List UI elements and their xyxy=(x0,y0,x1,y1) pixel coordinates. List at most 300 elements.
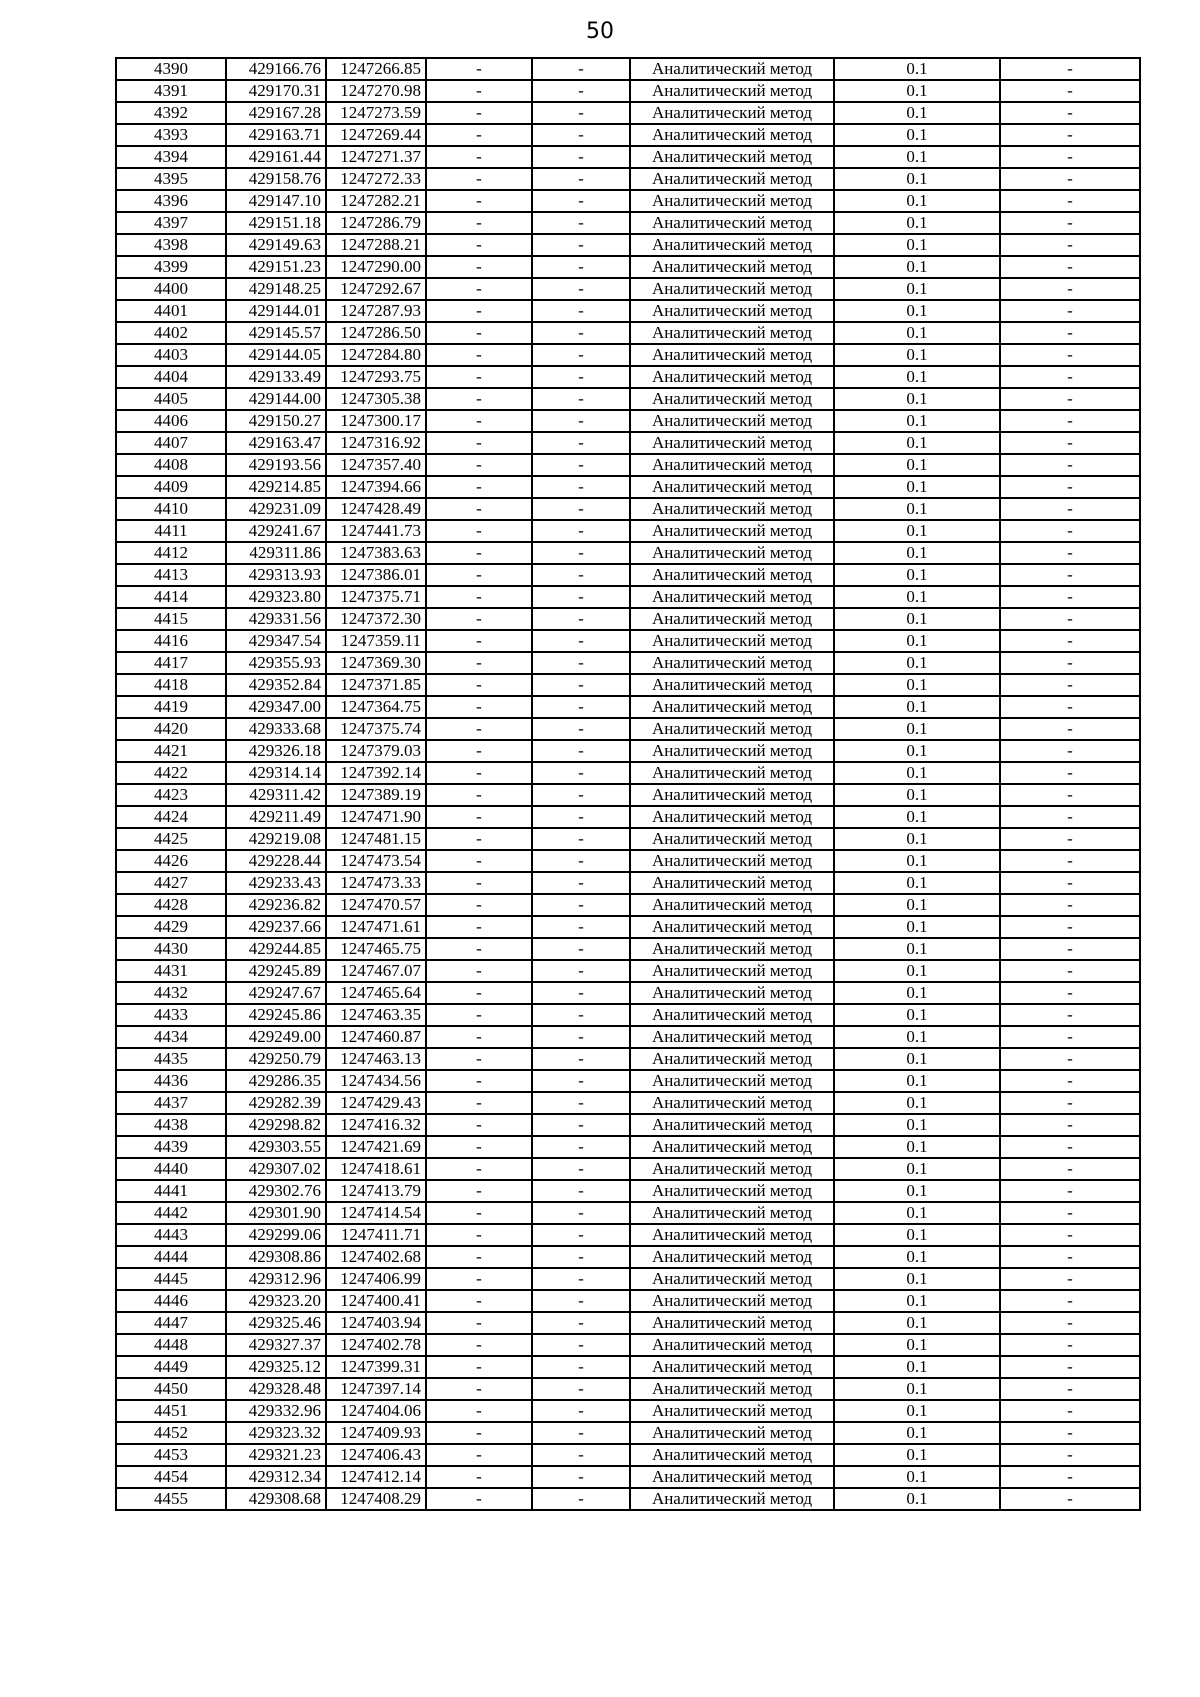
accuracy-cell: 0.1 xyxy=(834,212,1000,234)
empty-cell-1: - xyxy=(426,696,532,718)
empty-cell-3: - xyxy=(1000,1004,1140,1026)
accuracy-cell: 0.1 xyxy=(834,124,1000,146)
table-row xyxy=(116,1136,1140,1158)
accuracy-cell: 0.1 xyxy=(834,960,1000,982)
method-cell: Аналитический метод xyxy=(630,278,834,300)
y-coordinate-cell: 1247371.85 xyxy=(326,674,426,696)
x-coordinate-cell: 429301.90 xyxy=(226,1202,326,1224)
table-row xyxy=(116,454,1140,476)
method-cell: Аналитический метод xyxy=(630,608,834,630)
table-row xyxy=(116,740,1140,762)
empty-cell-3: - xyxy=(1000,1312,1140,1334)
empty-cell-2: - xyxy=(532,1422,630,1444)
empty-cell-1: - xyxy=(426,1224,532,1246)
y-coordinate-cell: 1247411.71 xyxy=(326,1224,426,1246)
empty-cell-3: - xyxy=(1000,1202,1140,1224)
table-row xyxy=(116,1048,1140,1070)
empty-cell-1: - xyxy=(426,432,532,454)
accuracy-cell: 0.1 xyxy=(834,1158,1000,1180)
empty-cell-3: - xyxy=(1000,740,1140,762)
point-number-cell: 4442 xyxy=(116,1202,226,1224)
empty-cell-1: - xyxy=(426,1180,532,1202)
empty-cell-2: - xyxy=(532,806,630,828)
empty-cell-3: - xyxy=(1000,344,1140,366)
method-cell: Аналитический метод xyxy=(630,256,834,278)
accuracy-cell: 0.1 xyxy=(834,1312,1000,1334)
empty-cell-2: - xyxy=(532,102,630,124)
table-row xyxy=(116,234,1140,256)
y-coordinate-cell: 1247465.75 xyxy=(326,938,426,960)
empty-cell-3: - xyxy=(1000,850,1140,872)
accuracy-cell: 0.1 xyxy=(834,454,1000,476)
method-cell: Аналитический метод xyxy=(630,1290,834,1312)
accuracy-cell: 0.1 xyxy=(834,1290,1000,1312)
point-number-cell: 4420 xyxy=(116,718,226,740)
empty-cell-2: - xyxy=(532,476,630,498)
table-row xyxy=(116,872,1140,894)
table-row xyxy=(116,278,1140,300)
y-coordinate-cell: 1247292.67 xyxy=(326,278,426,300)
empty-cell-2: - xyxy=(532,1048,630,1070)
y-coordinate-cell: 1247270.98 xyxy=(326,80,426,102)
empty-cell-3: - xyxy=(1000,454,1140,476)
empty-cell-1: - xyxy=(426,1070,532,1092)
x-coordinate-cell: 429163.47 xyxy=(226,432,326,454)
method-cell: Аналитический метод xyxy=(630,322,834,344)
table-row xyxy=(116,1268,1140,1290)
empty-cell-2: - xyxy=(532,190,630,212)
empty-cell-3: - xyxy=(1000,1048,1140,1070)
method-cell: Аналитический метод xyxy=(630,1356,834,1378)
method-cell: Аналитический метод xyxy=(630,1048,834,1070)
table-row xyxy=(116,1488,1140,1510)
method-cell: Аналитический метод xyxy=(630,520,834,542)
empty-cell-1: - xyxy=(426,366,532,388)
empty-cell-1: - xyxy=(426,212,532,234)
table-row xyxy=(116,586,1140,608)
y-coordinate-cell: 1247428.49 xyxy=(326,498,426,520)
empty-cell-2: - xyxy=(532,894,630,916)
x-coordinate-cell: 429166.76 xyxy=(226,58,326,80)
empty-cell-2: - xyxy=(532,520,630,542)
empty-cell-1: - xyxy=(426,344,532,366)
point-number-cell: 4454 xyxy=(116,1466,226,1488)
point-number-cell: 4413 xyxy=(116,564,226,586)
empty-cell-3: - xyxy=(1000,938,1140,960)
y-coordinate-cell: 1247414.54 xyxy=(326,1202,426,1224)
empty-cell-1: - xyxy=(426,278,532,300)
accuracy-cell: 0.1 xyxy=(834,432,1000,454)
accuracy-cell: 0.1 xyxy=(834,1246,1000,1268)
table-row xyxy=(116,608,1140,630)
empty-cell-3: - xyxy=(1000,828,1140,850)
accuracy-cell: 0.1 xyxy=(834,1400,1000,1422)
table-row xyxy=(116,982,1140,1004)
y-coordinate-cell: 1247416.32 xyxy=(326,1114,426,1136)
empty-cell-1: - xyxy=(426,1400,532,1422)
method-cell: Аналитический метод xyxy=(630,586,834,608)
y-coordinate-cell: 1247284.80 xyxy=(326,344,426,366)
accuracy-cell: 0.1 xyxy=(834,828,1000,850)
empty-cell-3: - xyxy=(1000,124,1140,146)
empty-cell-2: - xyxy=(532,322,630,344)
empty-cell-1: - xyxy=(426,1312,532,1334)
method-cell: Аналитический метод xyxy=(630,872,834,894)
point-number-cell: 4428 xyxy=(116,894,226,916)
y-coordinate-cell: 1247375.71 xyxy=(326,586,426,608)
table-row xyxy=(116,960,1140,982)
x-coordinate-cell: 429325.12 xyxy=(226,1356,326,1378)
empty-cell-2: - xyxy=(532,1026,630,1048)
empty-cell-1: - xyxy=(426,1026,532,1048)
y-coordinate-cell: 1247403.94 xyxy=(326,1312,426,1334)
accuracy-cell: 0.1 xyxy=(834,1488,1000,1510)
empty-cell-3: - xyxy=(1000,1400,1140,1422)
accuracy-cell: 0.1 xyxy=(834,1356,1000,1378)
empty-cell-1: - xyxy=(426,542,532,564)
table-row xyxy=(116,168,1140,190)
accuracy-cell: 0.1 xyxy=(834,1202,1000,1224)
accuracy-cell: 0.1 xyxy=(834,1268,1000,1290)
table-row xyxy=(116,542,1140,564)
empty-cell-2: - xyxy=(532,938,630,960)
method-cell: Аналитический метод xyxy=(630,366,834,388)
empty-cell-3: - xyxy=(1000,1092,1140,1114)
empty-cell-3: - xyxy=(1000,388,1140,410)
empty-cell-1: - xyxy=(426,828,532,850)
y-coordinate-cell: 1247460.87 xyxy=(326,1026,426,1048)
empty-cell-3: - xyxy=(1000,542,1140,564)
accuracy-cell: 0.1 xyxy=(834,696,1000,718)
point-number-cell: 4409 xyxy=(116,476,226,498)
method-cell: Аналитический метод xyxy=(630,190,834,212)
y-coordinate-cell: 1247418.61 xyxy=(326,1158,426,1180)
accuracy-cell: 0.1 xyxy=(834,58,1000,80)
empty-cell-3: - xyxy=(1000,1378,1140,1400)
x-coordinate-cell: 429326.18 xyxy=(226,740,326,762)
empty-cell-3: - xyxy=(1000,1334,1140,1356)
method-cell: Аналитический метод xyxy=(630,432,834,454)
accuracy-cell: 0.1 xyxy=(834,1422,1000,1444)
empty-cell-3: - xyxy=(1000,1224,1140,1246)
point-number-cell: 4398 xyxy=(116,234,226,256)
method-cell: Аналитический метод xyxy=(630,454,834,476)
table-row xyxy=(116,806,1140,828)
empty-cell-2: - xyxy=(532,718,630,740)
table-row xyxy=(116,1114,1140,1136)
x-coordinate-cell: 429219.08 xyxy=(226,828,326,850)
empty-cell-1: - xyxy=(426,1268,532,1290)
x-coordinate-cell: 429158.76 xyxy=(226,168,326,190)
empty-cell-2: - xyxy=(532,696,630,718)
table-row xyxy=(116,498,1140,520)
empty-cell-3: - xyxy=(1000,1070,1140,1092)
y-coordinate-cell: 1247463.35 xyxy=(326,1004,426,1026)
empty-cell-1: - xyxy=(426,608,532,630)
y-coordinate-cell: 1247413.79 xyxy=(326,1180,426,1202)
table-row xyxy=(116,476,1140,498)
empty-cell-3: - xyxy=(1000,784,1140,806)
table-row xyxy=(116,1356,1140,1378)
x-coordinate-cell: 429347.00 xyxy=(226,696,326,718)
method-cell: Аналитический метод xyxy=(630,630,834,652)
accuracy-cell: 0.1 xyxy=(834,168,1000,190)
point-number-cell: 4429 xyxy=(116,916,226,938)
empty-cell-3: - xyxy=(1000,630,1140,652)
empty-cell-1: - xyxy=(426,740,532,762)
table-row xyxy=(116,410,1140,432)
empty-cell-3: - xyxy=(1000,80,1140,102)
y-coordinate-cell: 1247364.75 xyxy=(326,696,426,718)
method-cell: Аналитический метод xyxy=(630,58,834,80)
empty-cell-3: - xyxy=(1000,476,1140,498)
method-cell: Аналитический метод xyxy=(630,344,834,366)
y-coordinate-cell: 1247386.01 xyxy=(326,564,426,586)
empty-cell-1: - xyxy=(426,718,532,740)
empty-cell-3: - xyxy=(1000,300,1140,322)
x-coordinate-cell: 429352.84 xyxy=(226,674,326,696)
empty-cell-2: - xyxy=(532,652,630,674)
method-cell: Аналитический метод xyxy=(630,212,834,234)
accuracy-cell: 0.1 xyxy=(834,1004,1000,1026)
empty-cell-3: - xyxy=(1000,1180,1140,1202)
empty-cell-3: - xyxy=(1000,894,1140,916)
method-cell: Аналитический метод xyxy=(630,652,834,674)
accuracy-cell: 0.1 xyxy=(834,982,1000,1004)
empty-cell-2: - xyxy=(532,916,630,938)
accuracy-cell: 0.1 xyxy=(834,608,1000,630)
x-coordinate-cell: 429323.80 xyxy=(226,586,326,608)
y-coordinate-cell: 1247399.31 xyxy=(326,1356,426,1378)
y-coordinate-cell: 1247372.30 xyxy=(326,608,426,630)
empty-cell-3: - xyxy=(1000,366,1140,388)
empty-cell-3: - xyxy=(1000,102,1140,124)
accuracy-cell: 0.1 xyxy=(834,850,1000,872)
x-coordinate-cell: 429302.76 xyxy=(226,1180,326,1202)
accuracy-cell: 0.1 xyxy=(834,674,1000,696)
table-row xyxy=(116,366,1140,388)
empty-cell-1: - xyxy=(426,1202,532,1224)
empty-cell-1: - xyxy=(426,146,532,168)
x-coordinate-cell: 429211.49 xyxy=(226,806,326,828)
empty-cell-1: - xyxy=(426,498,532,520)
table-row xyxy=(116,1312,1140,1334)
y-coordinate-cell: 1247471.61 xyxy=(326,916,426,938)
empty-cell-1: - xyxy=(426,652,532,674)
point-number-cell: 4451 xyxy=(116,1400,226,1422)
table-row xyxy=(116,520,1140,542)
table-row xyxy=(116,344,1140,366)
method-cell: Аналитический метод xyxy=(630,1070,834,1092)
empty-cell-1: - xyxy=(426,1444,532,1466)
empty-cell-1: - xyxy=(426,454,532,476)
empty-cell-2: - xyxy=(532,762,630,784)
empty-cell-2: - xyxy=(532,1114,630,1136)
empty-cell-2: - xyxy=(532,1356,630,1378)
method-cell: Аналитический метод xyxy=(630,784,834,806)
method-cell: Аналитический метод xyxy=(630,102,834,124)
empty-cell-1: - xyxy=(426,762,532,784)
empty-cell-3: - xyxy=(1000,1488,1140,1510)
x-coordinate-cell: 429149.63 xyxy=(226,234,326,256)
empty-cell-2: - xyxy=(532,784,630,806)
x-coordinate-cell: 429323.32 xyxy=(226,1422,326,1444)
empty-cell-1: - xyxy=(426,1136,532,1158)
empty-cell-2: - xyxy=(532,1488,630,1510)
accuracy-cell: 0.1 xyxy=(834,894,1000,916)
x-coordinate-cell: 429237.66 xyxy=(226,916,326,938)
accuracy-cell: 0.1 xyxy=(834,476,1000,498)
x-coordinate-cell: 429170.31 xyxy=(226,80,326,102)
empty-cell-3: - xyxy=(1000,1268,1140,1290)
point-number-cell: 4427 xyxy=(116,872,226,894)
method-cell: Аналитический метод xyxy=(630,938,834,960)
point-number-cell: 4399 xyxy=(116,256,226,278)
method-cell: Аналитический метод xyxy=(630,1444,834,1466)
method-cell: Аналитический метод xyxy=(630,1136,834,1158)
y-coordinate-cell: 1247471.90 xyxy=(326,806,426,828)
y-coordinate-cell: 1247473.33 xyxy=(326,872,426,894)
point-number-cell: 4396 xyxy=(116,190,226,212)
y-coordinate-cell: 1247441.73 xyxy=(326,520,426,542)
empty-cell-2: - xyxy=(532,366,630,388)
empty-cell-3: - xyxy=(1000,718,1140,740)
empty-cell-3: - xyxy=(1000,608,1140,630)
empty-cell-1: - xyxy=(426,256,532,278)
point-number-cell: 4436 xyxy=(116,1070,226,1092)
x-coordinate-cell: 429249.00 xyxy=(226,1026,326,1048)
empty-cell-2: - xyxy=(532,1070,630,1092)
empty-cell-2: - xyxy=(532,1202,630,1224)
point-number-cell: 4439 xyxy=(116,1136,226,1158)
empty-cell-3: - xyxy=(1000,1246,1140,1268)
point-number-cell: 4448 xyxy=(116,1334,226,1356)
point-number-cell: 4397 xyxy=(116,212,226,234)
x-coordinate-cell: 429308.86 xyxy=(226,1246,326,1268)
empty-cell-1: - xyxy=(426,410,532,432)
empty-cell-2: - xyxy=(532,1136,630,1158)
accuracy-cell: 0.1 xyxy=(834,80,1000,102)
point-number-cell: 4394 xyxy=(116,146,226,168)
x-coordinate-cell: 429144.05 xyxy=(226,344,326,366)
method-cell: Аналитический метод xyxy=(630,1224,834,1246)
point-number-cell: 4434 xyxy=(116,1026,226,1048)
empty-cell-2: - xyxy=(532,608,630,630)
empty-cell-1: - xyxy=(426,476,532,498)
empty-cell-1: - xyxy=(426,1092,532,1114)
method-cell: Аналитический метод xyxy=(630,410,834,432)
method-cell: Аналитический метод xyxy=(630,498,834,520)
empty-cell-1: - xyxy=(426,850,532,872)
empty-cell-1: - xyxy=(426,1422,532,1444)
empty-cell-2: - xyxy=(532,1224,630,1246)
y-coordinate-cell: 1247266.85 xyxy=(326,58,426,80)
x-coordinate-cell: 429236.82 xyxy=(226,894,326,916)
point-number-cell: 4400 xyxy=(116,278,226,300)
point-number-cell: 4395 xyxy=(116,168,226,190)
empty-cell-2: - xyxy=(532,982,630,1004)
point-number-cell: 4424 xyxy=(116,806,226,828)
point-number-cell: 4407 xyxy=(116,432,226,454)
table-row xyxy=(116,124,1140,146)
accuracy-cell: 0.1 xyxy=(834,586,1000,608)
y-coordinate-cell: 1247394.66 xyxy=(326,476,426,498)
y-coordinate-cell: 1247271.37 xyxy=(326,146,426,168)
accuracy-cell: 0.1 xyxy=(834,1224,1000,1246)
point-number-cell: 4405 xyxy=(116,388,226,410)
empty-cell-1: - xyxy=(426,630,532,652)
empty-cell-3: - xyxy=(1000,1136,1140,1158)
method-cell: Аналитический метод xyxy=(630,1268,834,1290)
x-coordinate-cell: 429147.10 xyxy=(226,190,326,212)
empty-cell-2: - xyxy=(532,300,630,322)
empty-cell-3: - xyxy=(1000,410,1140,432)
empty-cell-3: - xyxy=(1000,1158,1140,1180)
empty-cell-3: - xyxy=(1000,586,1140,608)
empty-cell-1: - xyxy=(426,1334,532,1356)
method-cell: Аналитический метод xyxy=(630,168,834,190)
empty-cell-1: - xyxy=(426,1246,532,1268)
empty-cell-1: - xyxy=(426,1488,532,1510)
empty-cell-3: - xyxy=(1000,564,1140,586)
point-number-cell: 4419 xyxy=(116,696,226,718)
empty-cell-3: - xyxy=(1000,652,1140,674)
empty-cell-1: - xyxy=(426,784,532,806)
empty-cell-1: - xyxy=(426,1378,532,1400)
point-number-cell: 4447 xyxy=(116,1312,226,1334)
y-coordinate-cell: 1247293.75 xyxy=(326,366,426,388)
table-row xyxy=(116,1444,1140,1466)
point-number-cell: 4426 xyxy=(116,850,226,872)
accuracy-cell: 0.1 xyxy=(834,256,1000,278)
point-number-cell: 4433 xyxy=(116,1004,226,1026)
accuracy-cell: 0.1 xyxy=(834,146,1000,168)
method-cell: Аналитический метод xyxy=(630,674,834,696)
empty-cell-2: - xyxy=(532,1378,630,1400)
accuracy-cell: 0.1 xyxy=(834,410,1000,432)
empty-cell-1: - xyxy=(426,806,532,828)
table-row xyxy=(116,102,1140,124)
empty-cell-2: - xyxy=(532,740,630,762)
method-cell: Аналитический метод xyxy=(630,1422,834,1444)
empty-cell-3: - xyxy=(1000,256,1140,278)
point-number-cell: 4450 xyxy=(116,1378,226,1400)
x-coordinate-cell: 429314.14 xyxy=(226,762,326,784)
table-row xyxy=(116,1180,1140,1202)
point-number-cell: 4410 xyxy=(116,498,226,520)
empty-cell-1: - xyxy=(426,1356,532,1378)
method-cell: Аналитический метод xyxy=(630,1312,834,1334)
x-coordinate-cell: 429167.28 xyxy=(226,102,326,124)
empty-cell-2: - xyxy=(532,828,630,850)
empty-cell-2: - xyxy=(532,388,630,410)
accuracy-cell: 0.1 xyxy=(834,740,1000,762)
point-number-cell: 4440 xyxy=(116,1158,226,1180)
x-coordinate-cell: 429355.93 xyxy=(226,652,326,674)
accuracy-cell: 0.1 xyxy=(834,190,1000,212)
empty-cell-3: - xyxy=(1000,696,1140,718)
method-cell: Аналитический метод xyxy=(630,1180,834,1202)
y-coordinate-cell: 1247392.14 xyxy=(326,762,426,784)
point-number-cell: 4412 xyxy=(116,542,226,564)
accuracy-cell: 0.1 xyxy=(834,1070,1000,1092)
table-row xyxy=(116,1026,1140,1048)
empty-cell-3: - xyxy=(1000,1444,1140,1466)
accuracy-cell: 0.1 xyxy=(834,344,1000,366)
point-number-cell: 4414 xyxy=(116,586,226,608)
y-coordinate-cell: 1247286.50 xyxy=(326,322,426,344)
x-coordinate-cell: 429323.20 xyxy=(226,1290,326,1312)
